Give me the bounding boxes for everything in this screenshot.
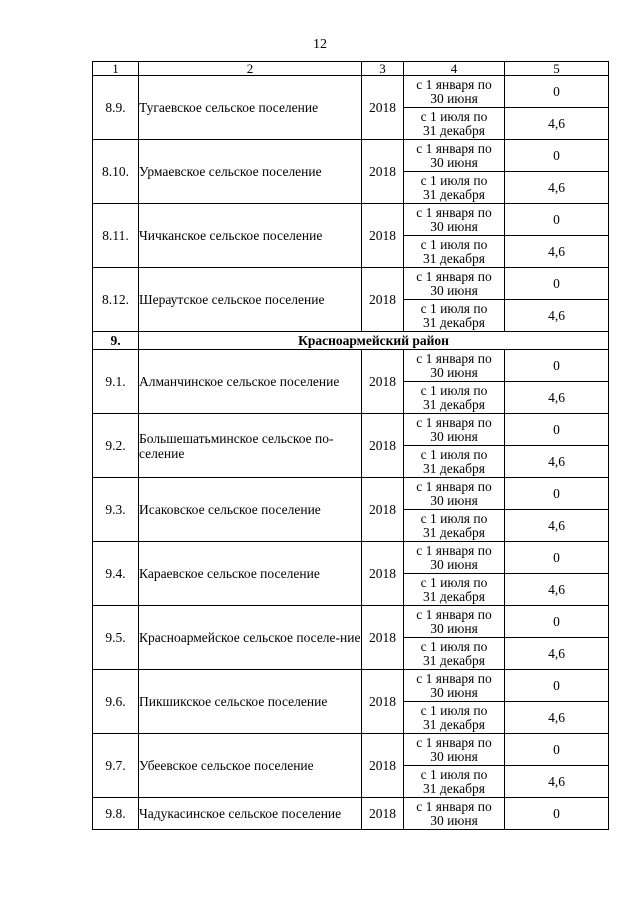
period-cell xyxy=(404,766,505,798)
table-row xyxy=(93,204,609,236)
period-line: 31 декабря xyxy=(423,314,485,330)
tariff-table xyxy=(92,61,609,830)
period-line: 31 декабря xyxy=(423,588,485,604)
period-cell xyxy=(404,414,505,446)
period-line: 30 июня xyxy=(430,684,478,700)
period-line: 30 июня xyxy=(430,218,478,234)
settlement-name: Чичканское сельское поселение xyxy=(139,204,362,268)
section-number: 9. xyxy=(93,332,139,350)
year-cell: 2018 xyxy=(362,478,404,542)
period-line: 31 декабря xyxy=(423,780,485,796)
table-row xyxy=(93,542,609,574)
period-line: 31 декабря xyxy=(423,250,485,266)
value-cell: 4,6 xyxy=(505,510,609,542)
period-cell xyxy=(404,478,505,510)
settlement-name: Красноармейское сельское поселе-ние xyxy=(139,606,362,670)
period-line: с 1 июля по xyxy=(420,510,488,526)
value-cell: 0 xyxy=(505,268,609,300)
period-cell xyxy=(404,446,505,478)
period-line: с 1 июля по xyxy=(420,446,488,462)
row-number: 9.7. xyxy=(93,734,139,798)
period-line: с 1 июля по xyxy=(420,574,488,590)
value-cell: 4,6 xyxy=(505,446,609,478)
period-line: 30 июня xyxy=(430,154,478,170)
period-cell xyxy=(404,574,505,606)
period-cell xyxy=(404,108,505,140)
year-cell: 2018 xyxy=(362,76,404,140)
period-line: 30 июня xyxy=(430,748,478,764)
table-row xyxy=(93,670,609,702)
period-line: 31 декабря xyxy=(423,716,485,732)
period-line: с 1 января по xyxy=(416,350,492,366)
settlement-name: Алманчинское сельское поселение xyxy=(139,350,362,414)
period-cell xyxy=(404,542,505,574)
period-line: 30 июня xyxy=(430,282,478,298)
year-cell: 2018 xyxy=(362,670,404,734)
header-row xyxy=(93,62,609,76)
header-cell: 4 xyxy=(404,62,505,76)
period-line: с 1 июля по xyxy=(420,702,488,718)
period-line: с 1 января по xyxy=(416,478,492,494)
value-cell: 0 xyxy=(505,140,609,172)
value-cell: 4,6 xyxy=(505,766,609,798)
settlement-name: Исаковское сельское поселение xyxy=(139,478,362,542)
period-line: с 1 января по xyxy=(416,606,492,622)
value-cell: 0 xyxy=(505,478,609,510)
header-cell: 2 xyxy=(139,62,362,76)
settlement-name: Большешатьминское сельское по-селение xyxy=(139,414,362,478)
period-cell xyxy=(404,734,505,766)
value-cell: 4,6 xyxy=(505,382,609,414)
value-cell: 4,6 xyxy=(505,300,609,332)
period-line: 31 декабря xyxy=(423,122,485,138)
page-number: 12 xyxy=(313,37,327,52)
value-cell: 4,6 xyxy=(505,108,609,140)
settlement-name: Убеевское сельское поселение xyxy=(139,734,362,798)
value-cell: 0 xyxy=(505,204,609,236)
settlement-name: Караевское сельское поселение xyxy=(139,542,362,606)
table-row xyxy=(93,268,609,300)
year-cell: 2018 xyxy=(362,734,404,798)
period-line: с 1 января по xyxy=(416,204,492,220)
period-line: 30 июня xyxy=(430,812,478,828)
period-line: 30 июня xyxy=(430,556,478,572)
year-cell: 2018 xyxy=(362,350,404,414)
value-cell: 4,6 xyxy=(505,172,609,204)
period-line: с 1 января по xyxy=(416,268,492,284)
year-cell: 2018 xyxy=(362,414,404,478)
settlement-name: Тугаевское сельское поселение xyxy=(139,76,362,140)
table-row xyxy=(93,350,609,382)
table-row xyxy=(93,414,609,446)
section-title: Красноармейский район xyxy=(139,332,609,350)
period-line: с 1 июля по xyxy=(420,382,488,398)
period-line: 30 июня xyxy=(430,428,478,444)
row-number: 9.8. xyxy=(93,798,139,830)
period-line: 31 декабря xyxy=(423,396,485,412)
period-line: 30 июня xyxy=(430,620,478,636)
period-cell xyxy=(404,268,505,300)
year-cell: 2018 xyxy=(362,204,404,268)
section-row xyxy=(93,332,609,350)
value-cell: 0 xyxy=(505,542,609,574)
row-number: 9.2. xyxy=(93,414,139,478)
value-cell: 0 xyxy=(505,606,609,638)
period-cell xyxy=(404,140,505,172)
header-cell: 3 xyxy=(362,62,404,76)
period-line: 31 декабря xyxy=(423,186,485,202)
period-line: 31 декабря xyxy=(423,460,485,476)
period-cell xyxy=(404,510,505,542)
period-cell xyxy=(404,638,505,670)
row-number: 8.11. xyxy=(93,204,139,268)
period-line: 31 декабря xyxy=(423,524,485,540)
row-number: 9.5. xyxy=(93,606,139,670)
value-cell: 4,6 xyxy=(505,574,609,606)
period-cell xyxy=(404,236,505,268)
period-cell xyxy=(404,702,505,734)
period-line: 30 июня xyxy=(430,90,478,106)
table-row xyxy=(93,76,609,108)
year-cell: 2018 xyxy=(362,542,404,606)
value-cell: 0 xyxy=(505,798,609,830)
table-row xyxy=(93,734,609,766)
period-cell xyxy=(404,382,505,414)
period-line: с 1 июля по xyxy=(420,236,488,252)
period-line: с 1 января по xyxy=(416,798,492,814)
period-line: с 1 января по xyxy=(416,542,492,558)
row-number: 9.6. xyxy=(93,670,139,734)
value-cell: 0 xyxy=(505,670,609,702)
table-row xyxy=(93,606,609,638)
period-line: с 1 июля по xyxy=(420,766,488,782)
period-line: с 1 января по xyxy=(416,76,492,92)
year-cell: 2018 xyxy=(362,798,404,830)
table-row xyxy=(93,478,609,510)
period-line: с 1 января по xyxy=(416,734,492,750)
row-number: 8.10. xyxy=(93,140,139,204)
row-number: 8.9. xyxy=(93,76,139,140)
period-line: 30 июня xyxy=(430,492,478,508)
value-cell: 0 xyxy=(505,734,609,766)
header-cell: 5 xyxy=(505,62,609,76)
period-cell xyxy=(404,350,505,382)
period-line: с 1 июля по xyxy=(420,300,488,316)
period-cell xyxy=(404,606,505,638)
year-cell: 2018 xyxy=(362,606,404,670)
period-cell xyxy=(404,204,505,236)
value-cell: 0 xyxy=(505,350,609,382)
value-cell: 4,6 xyxy=(505,236,609,268)
row-number: 9.4. xyxy=(93,542,139,606)
period-line: с 1 января по xyxy=(416,414,492,430)
table-row xyxy=(93,140,609,172)
period-line: с 1 января по xyxy=(416,140,492,156)
row-number: 9.1. xyxy=(93,350,139,414)
period-line: с 1 июля по xyxy=(420,108,488,124)
value-cell: 0 xyxy=(505,414,609,446)
settlement-name: Чадукасинское сельское поселение xyxy=(139,798,362,830)
period-cell xyxy=(404,300,505,332)
period-line: 30 июня xyxy=(430,364,478,380)
value-cell: 4,6 xyxy=(505,638,609,670)
value-cell: 4,6 xyxy=(505,702,609,734)
settlement-name: Урмаевское сельское поселение xyxy=(139,140,362,204)
period-cell xyxy=(404,798,505,830)
header-cell: 1 xyxy=(93,62,139,76)
period-cell xyxy=(404,76,505,108)
period-cell xyxy=(404,670,505,702)
period-line: с 1 января по xyxy=(416,670,492,686)
year-cell: 2018 xyxy=(362,268,404,332)
value-cell: 0 xyxy=(505,76,609,108)
period-line: с 1 июля по xyxy=(420,638,488,654)
row-number: 8.12. xyxy=(93,268,139,332)
row-number: 9.3. xyxy=(93,478,139,542)
table-row xyxy=(93,798,609,830)
settlement-name: Пикшикское сельское поселение xyxy=(139,670,362,734)
period-line: с 1 июля по xyxy=(420,172,488,188)
period-cell xyxy=(404,172,505,204)
period-line: 31 декабря xyxy=(423,652,485,668)
settlement-name: Шераутское сельское поселение xyxy=(139,268,362,332)
year-cell: 2018 xyxy=(362,140,404,204)
